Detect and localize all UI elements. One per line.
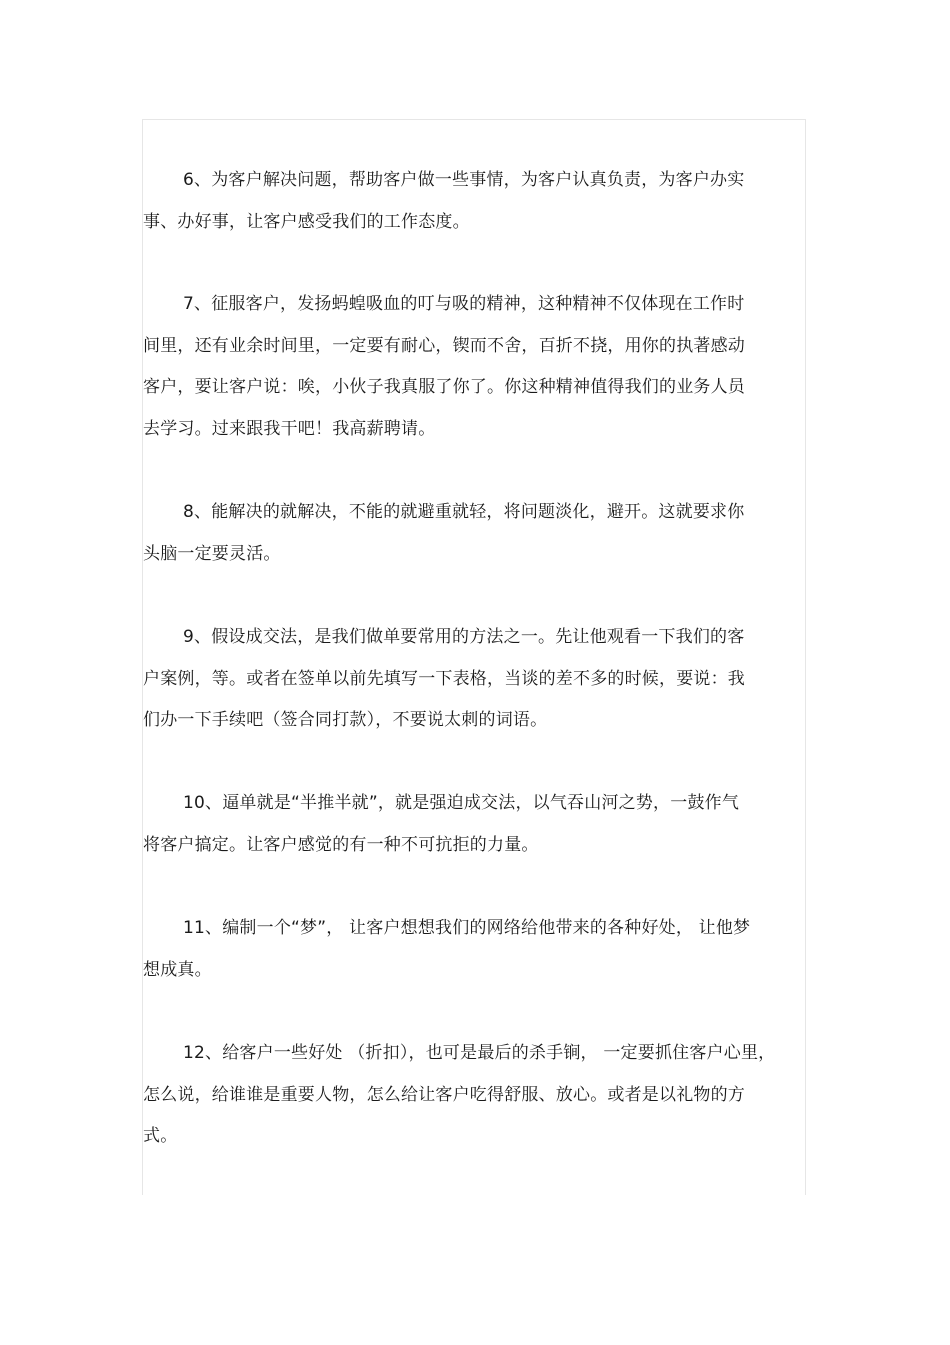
- paragraph-line: 间里，还有业余时间里，一定要有耐心，锲而不舍，百折不挠，用你的执著感动: [143, 335, 745, 356]
- paragraph-10: [143, 783, 807, 866]
- paragraph-9: [143, 617, 807, 742]
- paragraph-line: 9、假设成交法，是我们做单要常用的方法之一。先让他观看一下我们的客: [183, 627, 745, 647]
- paragraph-7: [143, 284, 807, 450]
- paragraph-line: 怎么说，给谁谁是重要人物，怎么给让客户吃得舒服、放心。或者是以礼物的方: [143, 1084, 745, 1105]
- paragraph-line: 将客户搞定。让客户感觉的有一种不可抗拒的力量。: [143, 834, 539, 855]
- paragraph-6: [143, 160, 807, 243]
- paragraph-line: 7、征服客户，发扬蚂蝗吸血的叮与吸的精神，这种精神不仅体现在工作时: [183, 294, 745, 314]
- paragraph-line: 6、为客户解决问题，帮助客户做一些事情，为客户认真负责，为客户办实: [183, 170, 745, 190]
- paragraph-line: 8、能解决的就解决，不能的就避重就轻，将问题淡化，避开。这就要求你: [183, 502, 745, 522]
- paragraph-line: 想成真。: [143, 959, 212, 980]
- paragraph-line: 12、给客户一些好处 （折扣），也可是最后的杀手锏， 一定要抓住客户心里，: [183, 1043, 776, 1063]
- paragraph-line: 去学习。过来跟我干吧！我高薪聘请。: [143, 418, 436, 439]
- paragraph-line: 们办一下手续吧（签合同打款），不要说太刺的词语。: [143, 710, 548, 730]
- paragraph-12: [143, 1033, 807, 1158]
- paragraph-line: 10、逼单就是“半推半就”，就是强迫成交法，以气吞山河之势，一鼓作气: [183, 793, 740, 813]
- paragraph-line: 户案例，等。或者在签单以前先填写一下表格，当谈的差不多的时候，要说：我: [143, 668, 745, 689]
- document-page: [142, 119, 806, 1195]
- paragraph-8: [143, 492, 807, 575]
- paragraph-line: 式。: [143, 1126, 178, 1146]
- paragraph-11: [143, 908, 807, 991]
- paragraph-line: 头脑一定要灵活。: [143, 543, 281, 564]
- paragraph-line: 客户，要让客户说：唉，小伙子我真服了你了。你这种精神值得我们的业务人员: [143, 377, 745, 397]
- paragraph-line: 11、编制一个“梦”， 让客户想想我们的网络给他带来的各种好处， 让他梦: [183, 918, 751, 938]
- paragraph-line: 事、办好事，让客户感受我们的工作态度。: [143, 211, 470, 232]
